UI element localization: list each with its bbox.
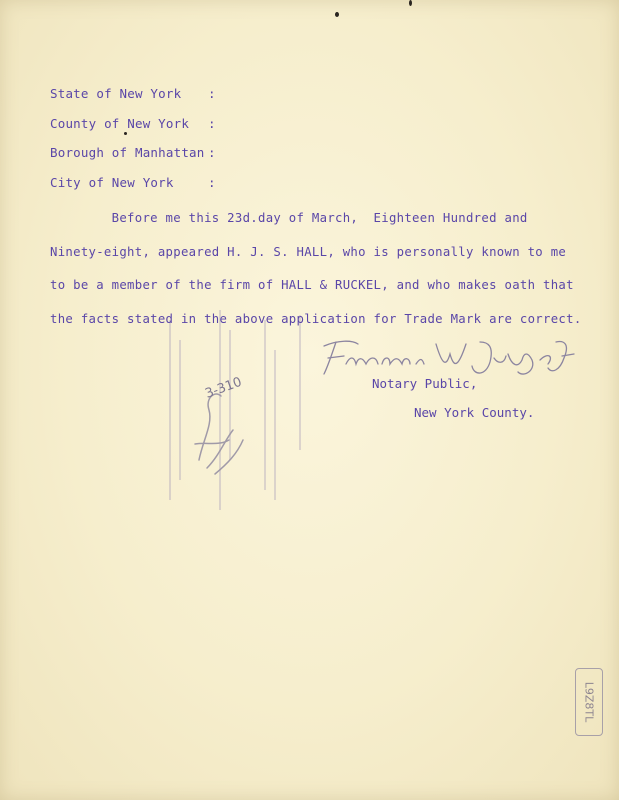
venue-state: State of New York (50, 86, 182, 101)
venue-line (50, 174, 216, 205)
venue-borough: Borough of Manhattan (50, 145, 205, 160)
affidavit-line: Before me this 23d.day of March, Eighteen Hundred and (50, 211, 528, 225)
affidavit-line: to be a member of the firm of HALL & RUCKEL, and who makes oath that (50, 278, 574, 292)
archive-stamp-text: L9Z8TL (582, 681, 596, 723)
notary-county: New York County. (414, 405, 535, 420)
ink-speck (409, 0, 412, 6)
pencil-note-text: 3-310 (203, 374, 244, 402)
venue-separator: : (208, 145, 216, 160)
pencil-annotation (185, 370, 265, 480)
venue-separator: : (208, 86, 216, 101)
affidavit-line: Ninety-eight, appeared H. J. S. HALL, who is personally known to me (50, 244, 567, 259)
venue-caption (50, 86, 216, 204)
notary-signature (318, 334, 578, 378)
venue-county: County of New York (50, 115, 190, 131)
archive-stamp (575, 668, 603, 736)
venue-line (50, 145, 216, 175)
venue-separator: : (208, 115, 216, 131)
venue-line (50, 86, 216, 116)
notary-title: Notary Public, (372, 376, 478, 391)
ink-speck (335, 12, 339, 17)
affidavit-line: the facts stated in the above application for Trade Mark are correct. (50, 311, 582, 326)
venue-separator: : (208, 174, 216, 190)
venue-line (50, 115, 216, 146)
affidavit-body (50, 211, 580, 345)
venue-city: City of New York (50, 174, 174, 190)
